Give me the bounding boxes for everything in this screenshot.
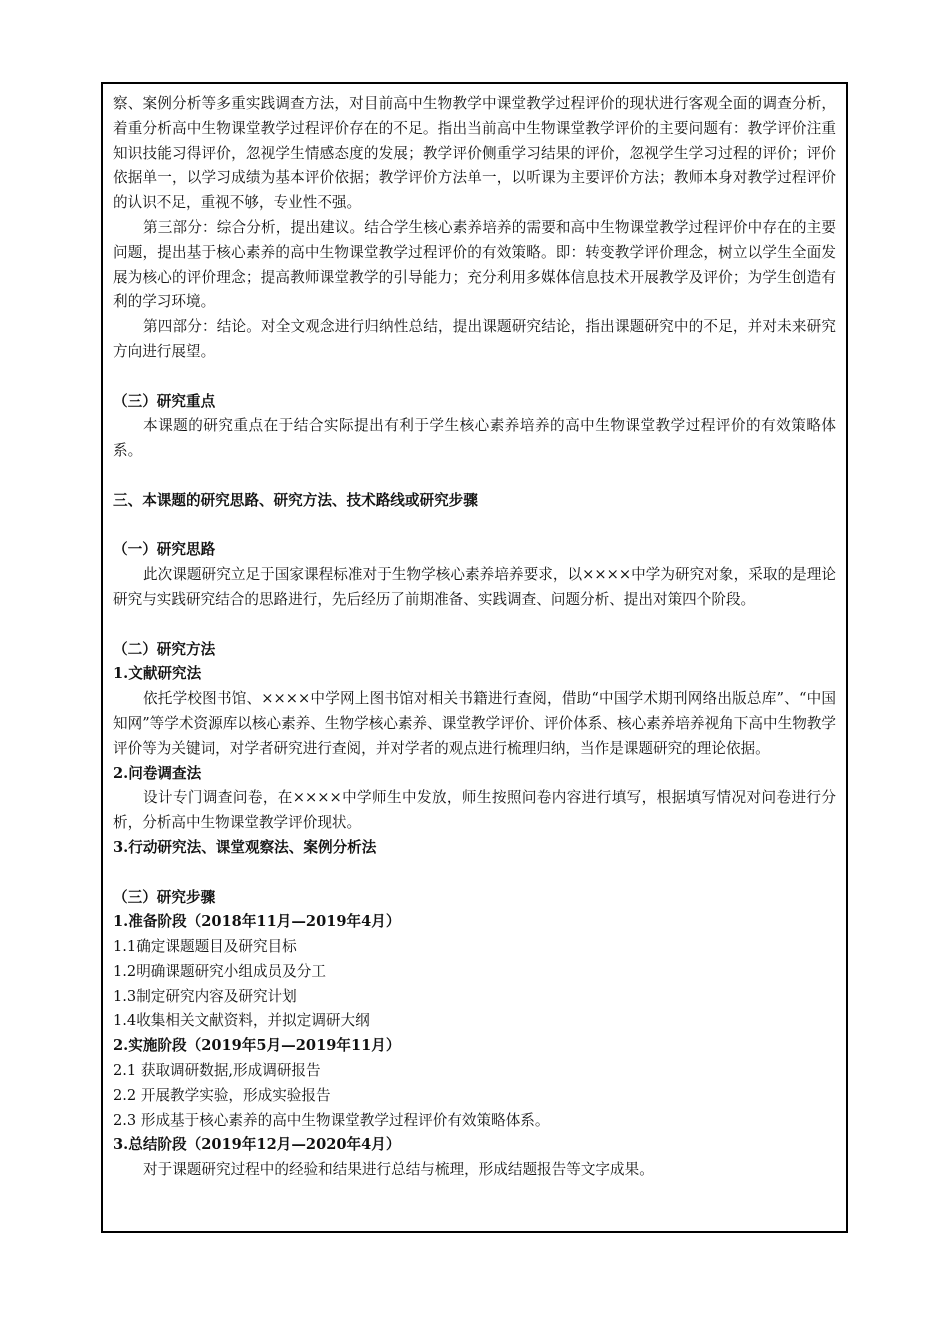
paragraph-part-three: 第三部分：综合分析，提出建议。结合学生核心素养培养的需要和高中生物课堂教学过程评价中存在的主要问题，提出基于核心素养的高中生物课堂教学过程评价的有效策略。即：转变教学评价理念，树立以学生全面发展为核心的评价理念；提高教师课堂教学的引导能力；充分利用多媒体信息技术开展教学及评价；为学生创造有利的学习环境。: [113, 218, 836, 311]
paragraph-research-focus: 本课题的研究重点在于结合实际提出有利于学生核心素养培养的高中生物课堂教学过程评价的有效策略体系。: [113, 417, 836, 460]
method-questionnaire-text: 设计专门调查问卷，在××××中学师生中发放，师生按照问卷内容进行填写，根据填写情况对问卷进行分析，分析高中生物课堂教学评价现状。: [113, 789, 836, 832]
method-action-research-title: 3.行动研究法、课堂观察法、案例分析法: [113, 838, 377, 856]
paragraph-research-approach: 此次课题研究立足于国家课程标准对于生物学核心素养培养要求，以××××中学为研究对象，采取的是理论研究与实践研究结合的思路进行，先后经历了前期准备、实践调查、问题分析、提出对策四个阶段。: [113, 566, 836, 608]
stage-two-item: 2.1 获取调研数据,形成调研报告: [113, 1062, 321, 1080]
heading-research-focus: （三）研究重点: [113, 392, 216, 410]
method-questionnaire-title: 2.问卷调查法: [113, 764, 202, 782]
method-literature-title: 1.文献研究法: [113, 665, 202, 683]
document-table-cell: [101, 82, 848, 1233]
stage-two-item: 2.3 形成基于核心素养的高中生物课堂教学过程评价有效策略体系。: [113, 1111, 550, 1129]
stage-three-text: 对于课题研究过程中的经验和结果进行总结与梳理，形成结题报告等文字成果。: [143, 1161, 654, 1179]
stage-three-title: 3.总结阶段（2019年12月—2020年4月）: [113, 1136, 401, 1154]
stage-one-item: 1.3制定研究内容及研究计划: [113, 987, 297, 1005]
stage-two-item: 2.2 开展教学实验，形成实验报告: [113, 1086, 331, 1104]
heading-research-methods: （二）研究方法: [113, 640, 216, 658]
stage-two-title: 2.实施阶段（2019年5月—2019年11月）: [113, 1037, 401, 1055]
stage-one-item: 1.4收集相关文献资料，并拟定调研大纲: [113, 1012, 370, 1030]
heading-research-steps: （三）研究步骤: [113, 888, 216, 906]
heading-research-approach: （一）研究思路: [113, 541, 216, 559]
paragraph-part-two-continued: 察、案例分析等多重实践调查方法，对目前高中生物教学中课堂教学过程评价的现状进行客观全面的调查分析，着重分析高中生物课堂教学过程评价存在的不足。指出当前高中生物课堂教学评价的主要问题有：教学评价注重知识技能习得评价，忽视学生情感态度的发展；教学评价侧重学习结果的评价，忽视学生学习过程的评价；评价依据单一，以学习成绩为基本评价依据；教学评价方法单一，以听课为主要评价方法；教师本身对教学过程评价的认识不足，重视不够，专业性不强。: [113, 95, 836, 212]
stage-one-item: 1.2明确课题研究小组成员及分工: [113, 962, 326, 980]
stage-one-item: 1.1确定课题题目及研究目标: [113, 938, 297, 956]
paragraph-part-four: 第四部分：结论。对全文观念进行归纳性总结，提出课题研究结论，指出课题研究中的不足，并对未来研究方向进行展望。: [113, 318, 836, 360]
section-three-heading: 三、本课题的研究思路、研究方法、技术路线或研究步骤: [113, 491, 478, 509]
stage-one-title: 1.准备阶段（2018年11月—2019年4月）: [113, 913, 401, 931]
method-literature-text: 依托学校图书馆、××××中学网上图书馆对相关书籍进行查阅，借助“中国学术期刊网络出版总库”、“中国知网”等学术资源库以核心素养、生物学核心素养、课堂教学评价、评价体系、核心素养培养视角下高中生物教学评价等为关键词，对学者研究进行查阅，并对学者的观点进行梳理归纳，当作是课题研究的理论依据。: [113, 690, 836, 757]
